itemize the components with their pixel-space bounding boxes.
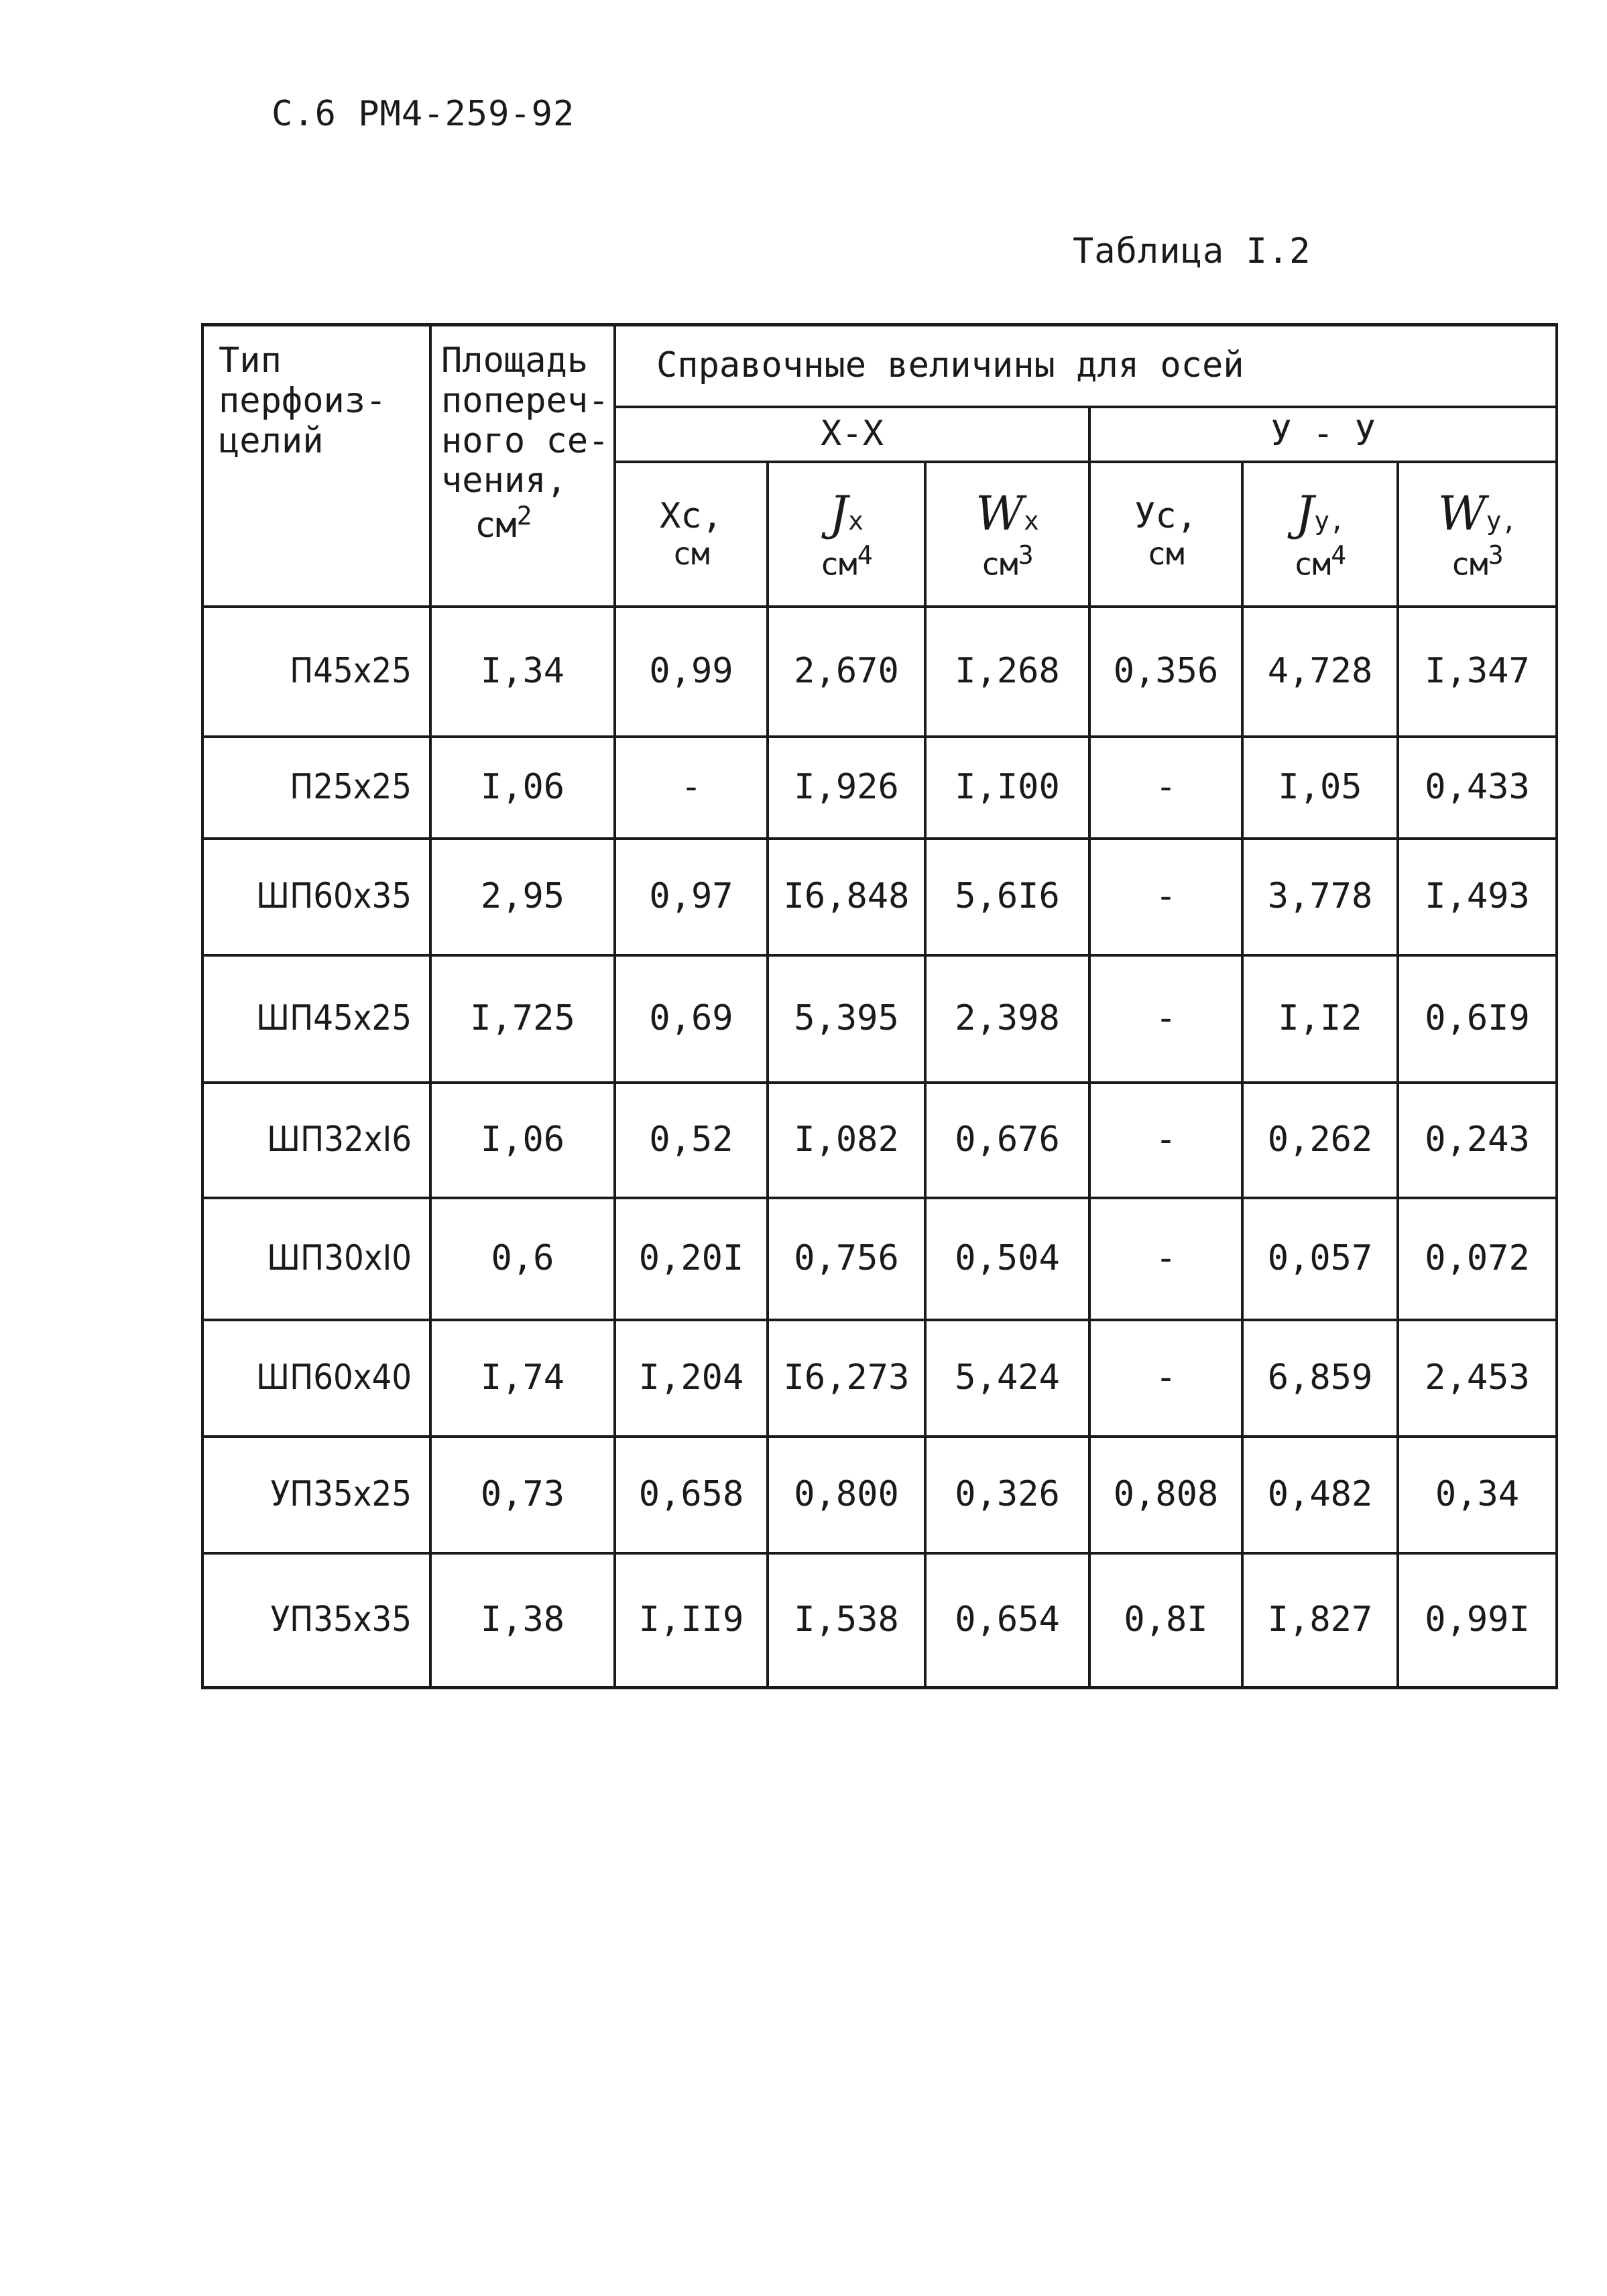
cell-jx: 0,756 xyxy=(768,1198,925,1320)
cell-wx: 0,504 xyxy=(925,1198,1089,1320)
cell-yc: 0,356 xyxy=(1089,607,1242,737)
cell-jx: I6,273 xyxy=(768,1320,925,1437)
header-area: Площадь попереч- ного се- чения, $см^2$ xyxy=(430,325,615,607)
header-xc: Хс, см xyxy=(615,462,768,607)
cell-jy: I,05 xyxy=(1242,737,1398,839)
cell-wx: 0,654 xyxy=(925,1553,1089,1688)
cell-wy: 0,34 xyxy=(1398,1437,1557,1553)
cell-area: I,06 xyxy=(430,737,615,839)
table-row xyxy=(202,1198,1557,1320)
cell-type: ШП60х40 xyxy=(202,1320,430,1437)
cell-area: I,74 xyxy=(430,1320,615,1437)
cell-yc: - xyxy=(1089,737,1242,839)
cell-jy: 3,778 xyxy=(1242,839,1398,955)
cell-type: УП35х25 xyxy=(202,1437,430,1553)
cell-jy: 6,859 xyxy=(1242,1320,1398,1437)
cell-jx: 0,800 xyxy=(768,1437,925,1553)
cell-jx: 2,670 xyxy=(768,607,925,737)
cell-jx: I,538 xyxy=(768,1553,925,1688)
cell-jy: 0,262 xyxy=(1242,1083,1398,1198)
cell-area: 0,73 xyxy=(430,1437,615,1553)
table-row xyxy=(202,839,1557,955)
header-jy: Jy, $см^4$ xyxy=(1242,462,1398,607)
cell-wy: I,347 xyxy=(1398,607,1557,737)
cell-jx: 5,395 xyxy=(768,955,925,1083)
header-wy: Wy, $см^3$ xyxy=(1398,462,1557,607)
table-row xyxy=(202,1553,1557,1688)
cell-xc: 0,69 xyxy=(615,955,768,1083)
cell-yc: - xyxy=(1089,955,1242,1083)
cell-wy: 2,453 xyxy=(1398,1320,1557,1437)
cell-area: I,38 xyxy=(430,1553,615,1688)
cell-type: ШП60х35 xyxy=(202,839,430,955)
cell-wy: I,493 xyxy=(1398,839,1557,955)
cell-jy: I,827 xyxy=(1242,1553,1398,1688)
cell-xc: 0,99 xyxy=(615,607,768,737)
cell-jy: 0,482 xyxy=(1242,1437,1398,1553)
cell-wy: 0,433 xyxy=(1398,737,1557,839)
cell-area: I,725 xyxy=(430,955,615,1083)
cell-area: 2,95 xyxy=(430,839,615,955)
cell-jy: 4,728 xyxy=(1242,607,1398,737)
cell-yc: - xyxy=(1089,839,1242,955)
header-axis-y: У - У xyxy=(1089,407,1557,462)
cell-yc: - xyxy=(1089,1083,1242,1198)
cell-xc: - xyxy=(615,737,768,839)
table-row xyxy=(202,737,1557,839)
cell-yc: 0,808 xyxy=(1089,1437,1242,1553)
cell-wx: 2,398 xyxy=(925,955,1089,1083)
header-yc: Ус, см xyxy=(1089,462,1242,607)
cell-type: П45х25 xyxy=(202,607,430,737)
cell-xc: 0,20I xyxy=(615,1198,768,1320)
cell-type: ШП30хI0 xyxy=(202,1198,430,1320)
cell-yc: - xyxy=(1089,1320,1242,1437)
cell-yc: 0,8I xyxy=(1089,1553,1242,1688)
cell-type: ШП45х25 xyxy=(202,955,430,1083)
cell-type: П25х25 xyxy=(202,737,430,839)
cell-area: I,34 xyxy=(430,607,615,737)
cell-yc: - xyxy=(1089,1198,1242,1320)
section-properties-table xyxy=(201,323,1558,1689)
cell-wx: 0,326 xyxy=(925,1437,1089,1553)
header-type: Тип перфоиз- целий xyxy=(202,325,430,607)
cell-wx: 0,676 xyxy=(925,1083,1089,1198)
cell-wx: 5,424 xyxy=(925,1320,1089,1437)
cell-type: ШП32хI6 xyxy=(202,1083,430,1198)
cell-wy: 0,072 xyxy=(1398,1198,1557,1320)
document-reference: С.6 РМ4-259-92 xyxy=(272,94,575,134)
cell-jx: I,082 xyxy=(768,1083,925,1198)
header-wx: Wx $см^3$ xyxy=(925,462,1089,607)
table-row xyxy=(202,1083,1557,1198)
cell-wy: 0,243 xyxy=(1398,1083,1557,1198)
cell-wy: 0,6I9 xyxy=(1398,955,1557,1083)
cell-wx: 5,6I6 xyxy=(925,839,1089,955)
cell-jy: I,I2 xyxy=(1242,955,1398,1083)
cell-xc: 0,658 xyxy=(615,1437,768,1553)
area-unit: $см^2$ xyxy=(475,501,532,546)
cell-wy: 0,99I xyxy=(1398,1553,1557,1688)
table-row xyxy=(202,1437,1557,1553)
cell-jx: I,926 xyxy=(768,737,925,839)
cell-type: УП35х35 xyxy=(202,1553,430,1688)
cell-jy: 0,057 xyxy=(1242,1198,1398,1320)
cell-area: 0,6 xyxy=(430,1198,615,1320)
header-reference-values: Справочные величины для осей xyxy=(615,325,1557,408)
header-axis-x: X-X xyxy=(615,407,1089,462)
cell-wx: I,268 xyxy=(925,607,1089,737)
table-row xyxy=(202,955,1557,1083)
table-caption: Таблица I.2 xyxy=(1073,231,1311,271)
cell-area: I,06 xyxy=(430,1083,615,1198)
header-jx: Jx $см^4$ xyxy=(768,462,925,607)
cell-xc: 0,52 xyxy=(615,1083,768,1198)
table-row xyxy=(202,1320,1557,1437)
table-row xyxy=(202,607,1557,737)
cell-xc: I,II9 xyxy=(615,1553,768,1688)
cell-wx: I,I00 xyxy=(925,737,1089,839)
cell-xc: 0,97 xyxy=(615,839,768,955)
cell-xc: I,204 xyxy=(615,1320,768,1437)
cell-jx: I6,848 xyxy=(768,839,925,955)
